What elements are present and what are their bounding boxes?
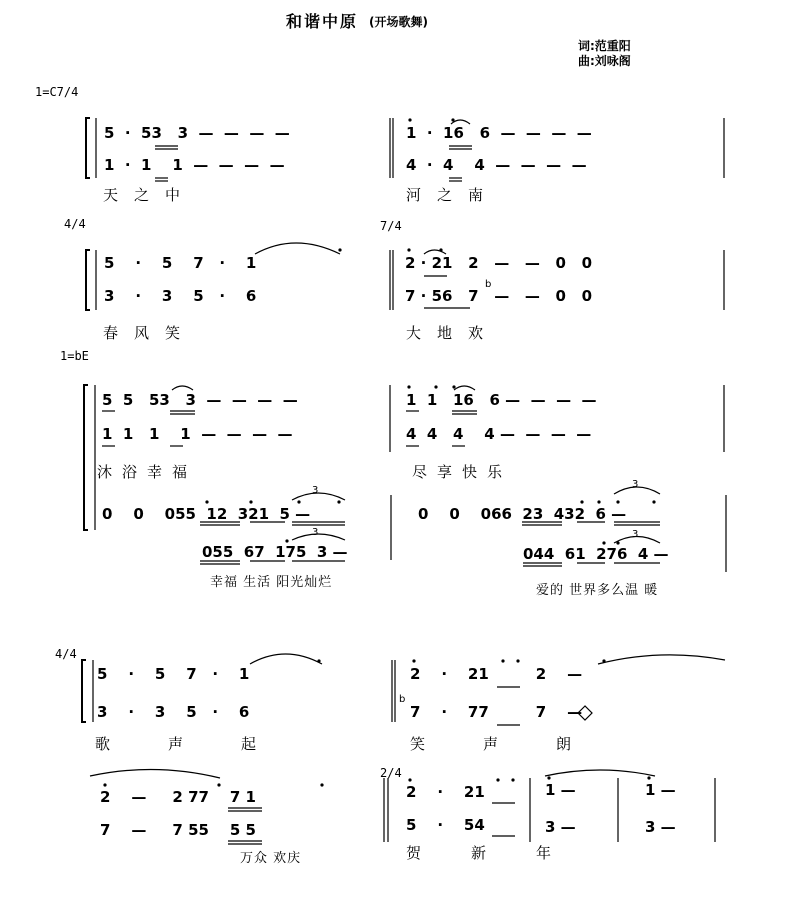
tie-3b <box>454 386 475 390</box>
octave-dot <box>580 500 583 503</box>
octave-dot <box>407 248 410 251</box>
s3-top-right-notes: 1 1 16 6 — — — — <box>406 391 597 409</box>
s2-flat-accidental: b <box>485 279 492 290</box>
composer-credit: 曲:刘咏阁 <box>578 54 631 68</box>
octave-dot <box>616 541 619 544</box>
s3-top-left-notes: 5 5 53 3 — — — — <box>102 391 298 409</box>
octave-dot <box>439 248 442 251</box>
triplet-arc-4 <box>614 537 660 544</box>
tie-2 <box>424 250 446 254</box>
s4-bottom-left-notes: 3 · 3 5 · 6 <box>97 703 250 721</box>
octave-dot <box>408 778 411 781</box>
s2-top-left-notes: 5 · 5 7 · 1 <box>104 254 257 272</box>
slur-4b <box>598 655 725 664</box>
octave-dot <box>407 385 410 388</box>
time-signature-7-4: 7/4 <box>380 219 402 233</box>
slur-2 <box>255 243 340 254</box>
s1-lyric-left: 天之中 <box>103 186 197 204</box>
s2-bottom-right-notes: 7 · 56 7 — — 0 0 <box>405 287 593 305</box>
octave-dot <box>652 500 655 503</box>
time-signature-4-4: 4/4 <box>64 217 86 231</box>
time-signature-4-4-lower: 4/4 <box>55 647 77 661</box>
s5-lyric-mid: 贺新年 <box>406 844 602 862</box>
breath-mark-4 <box>578 706 592 720</box>
key-signature-e-flat: 1=bE <box>60 349 89 363</box>
time-signature-2-4: 2/4 <box>380 766 402 780</box>
octave-dot <box>434 385 437 388</box>
key-signature-c: 1=C7/4 <box>35 85 79 99</box>
s1-bottom-right-notes: 4 · 4 4 — — — — <box>406 156 587 174</box>
s5-lyric-left: 万众 欢庆 <box>240 851 302 866</box>
triplet-arc-3 <box>614 487 660 494</box>
system-bracket-1 <box>86 118 90 178</box>
octave-dot <box>285 539 288 542</box>
s1-bottom-left-notes: 1 · 1 1 — — — — <box>104 156 285 174</box>
s3-lyric-left: 沐浴幸福 <box>97 463 198 481</box>
s5-bottom-r2-notes: 3 — <box>645 818 676 836</box>
s3-lyric3-right: 爱的 世界多么温 暖 <box>536 583 659 598</box>
s3-voice3-right-notes: 0 0 066 23 432 6 — <box>418 505 627 523</box>
tie-3a <box>172 386 193 390</box>
s5-bottom-mid-notes: 5 · 54 <box>406 816 485 834</box>
octave-dot <box>602 541 605 544</box>
song-subtitle: (开场歌舞) <box>369 15 428 29</box>
octave-dot <box>597 500 600 503</box>
s1-lyric-right: 河之南 <box>406 186 500 204</box>
octave-dot <box>602 659 605 662</box>
triplet-arc-2 <box>292 534 345 540</box>
octave-dot <box>501 659 504 662</box>
octave-dot <box>337 500 340 503</box>
s5-top-r2-notes: 1 — <box>645 781 676 799</box>
s4-top-left-notes: 5 · 5 7 · 1 <box>97 665 250 683</box>
octave-dot <box>496 778 499 781</box>
octave-dot <box>408 118 411 121</box>
s2-top-right-notes: 2 · 21 2 — — 0 0 <box>405 254 593 272</box>
system-bracket-2 <box>86 250 90 310</box>
s2-lyric-left: 春风笑 <box>103 324 197 342</box>
s5-bottom-left-notes: 7 — 7 55 5 5 <box>100 821 256 839</box>
octave-dot <box>297 500 300 503</box>
octave-dot <box>205 500 208 503</box>
octave-dot <box>511 778 514 781</box>
s2-lyric-right: 大地欢 <box>406 324 500 342</box>
s4-flat-accidental: b <box>399 694 406 705</box>
octave-dot <box>616 500 619 503</box>
s4-top-right-notes: 2 · 21 2 — <box>410 665 583 683</box>
s5-top-r1-notes: 1 — <box>545 781 576 799</box>
octave-dot <box>320 783 323 786</box>
s1-top-left-notes: 5 · 53 3 — — — — <box>104 124 290 142</box>
octave-dot <box>451 118 454 121</box>
s3-voice4-right-notes: 044 61 276 4 — <box>523 545 669 563</box>
s3-bottom-left-notes: 1 1 1 1 — — — — <box>102 425 293 443</box>
slur-5a <box>90 769 220 778</box>
s3-lyric-right: 尽享快乐 <box>412 463 513 481</box>
octave-dot <box>547 776 550 779</box>
s3-voice4-left-notes: 055 67 175 3 — <box>202 543 348 561</box>
s5-bottom-r1-notes: 3 — <box>545 818 576 836</box>
triplet-mark-1: 3 <box>312 485 319 496</box>
octave-dot <box>647 776 650 779</box>
s4-bottom-right-notes: 7 · 77 7 — <box>410 703 583 721</box>
triplet-mark-2: 3 <box>312 527 319 538</box>
s3-voice3-left-notes: 0 0 055 12 321 5 — <box>102 505 311 523</box>
octave-dot <box>103 783 106 786</box>
system-bracket-3 <box>84 385 88 530</box>
octave-dot <box>317 659 320 662</box>
slur-5b <box>545 770 655 776</box>
triplet-mark-4: 3 <box>632 529 639 540</box>
s5-top-mid-notes: 2 · 21 <box>406 783 485 801</box>
octave-dot <box>249 500 252 503</box>
triplet-mark-3: 3 <box>632 479 639 490</box>
s4-lyric-left: 歌声起 <box>95 735 315 753</box>
s3-lyric3-left: 幸福 生活 阳光灿烂 <box>210 575 333 590</box>
song-title: 和谐中原 <box>286 12 359 31</box>
system-bracket-4 <box>82 660 86 722</box>
s3-bottom-right-notes: 4 4 4 4 — — — — <box>406 425 592 443</box>
octave-dot <box>516 659 519 662</box>
octave-dot <box>452 385 455 388</box>
octave-dot <box>338 248 341 251</box>
octave-dot <box>217 783 220 786</box>
octave-dot <box>412 659 415 662</box>
s4-lyric-right: 笑声朗 <box>410 735 630 753</box>
lyricist-credit: 词:范重阳 <box>578 39 631 53</box>
s2-bottom-left-notes: 3 · 3 5 · 6 <box>104 287 257 305</box>
triplet-arc-1 <box>292 493 345 500</box>
s1-top-right-notes: 1 · 16 6 — — — — <box>406 124 592 142</box>
slur-4a <box>250 654 322 664</box>
s5-top-left-notes: 2 — 2 77 7 1 <box>100 788 256 806</box>
